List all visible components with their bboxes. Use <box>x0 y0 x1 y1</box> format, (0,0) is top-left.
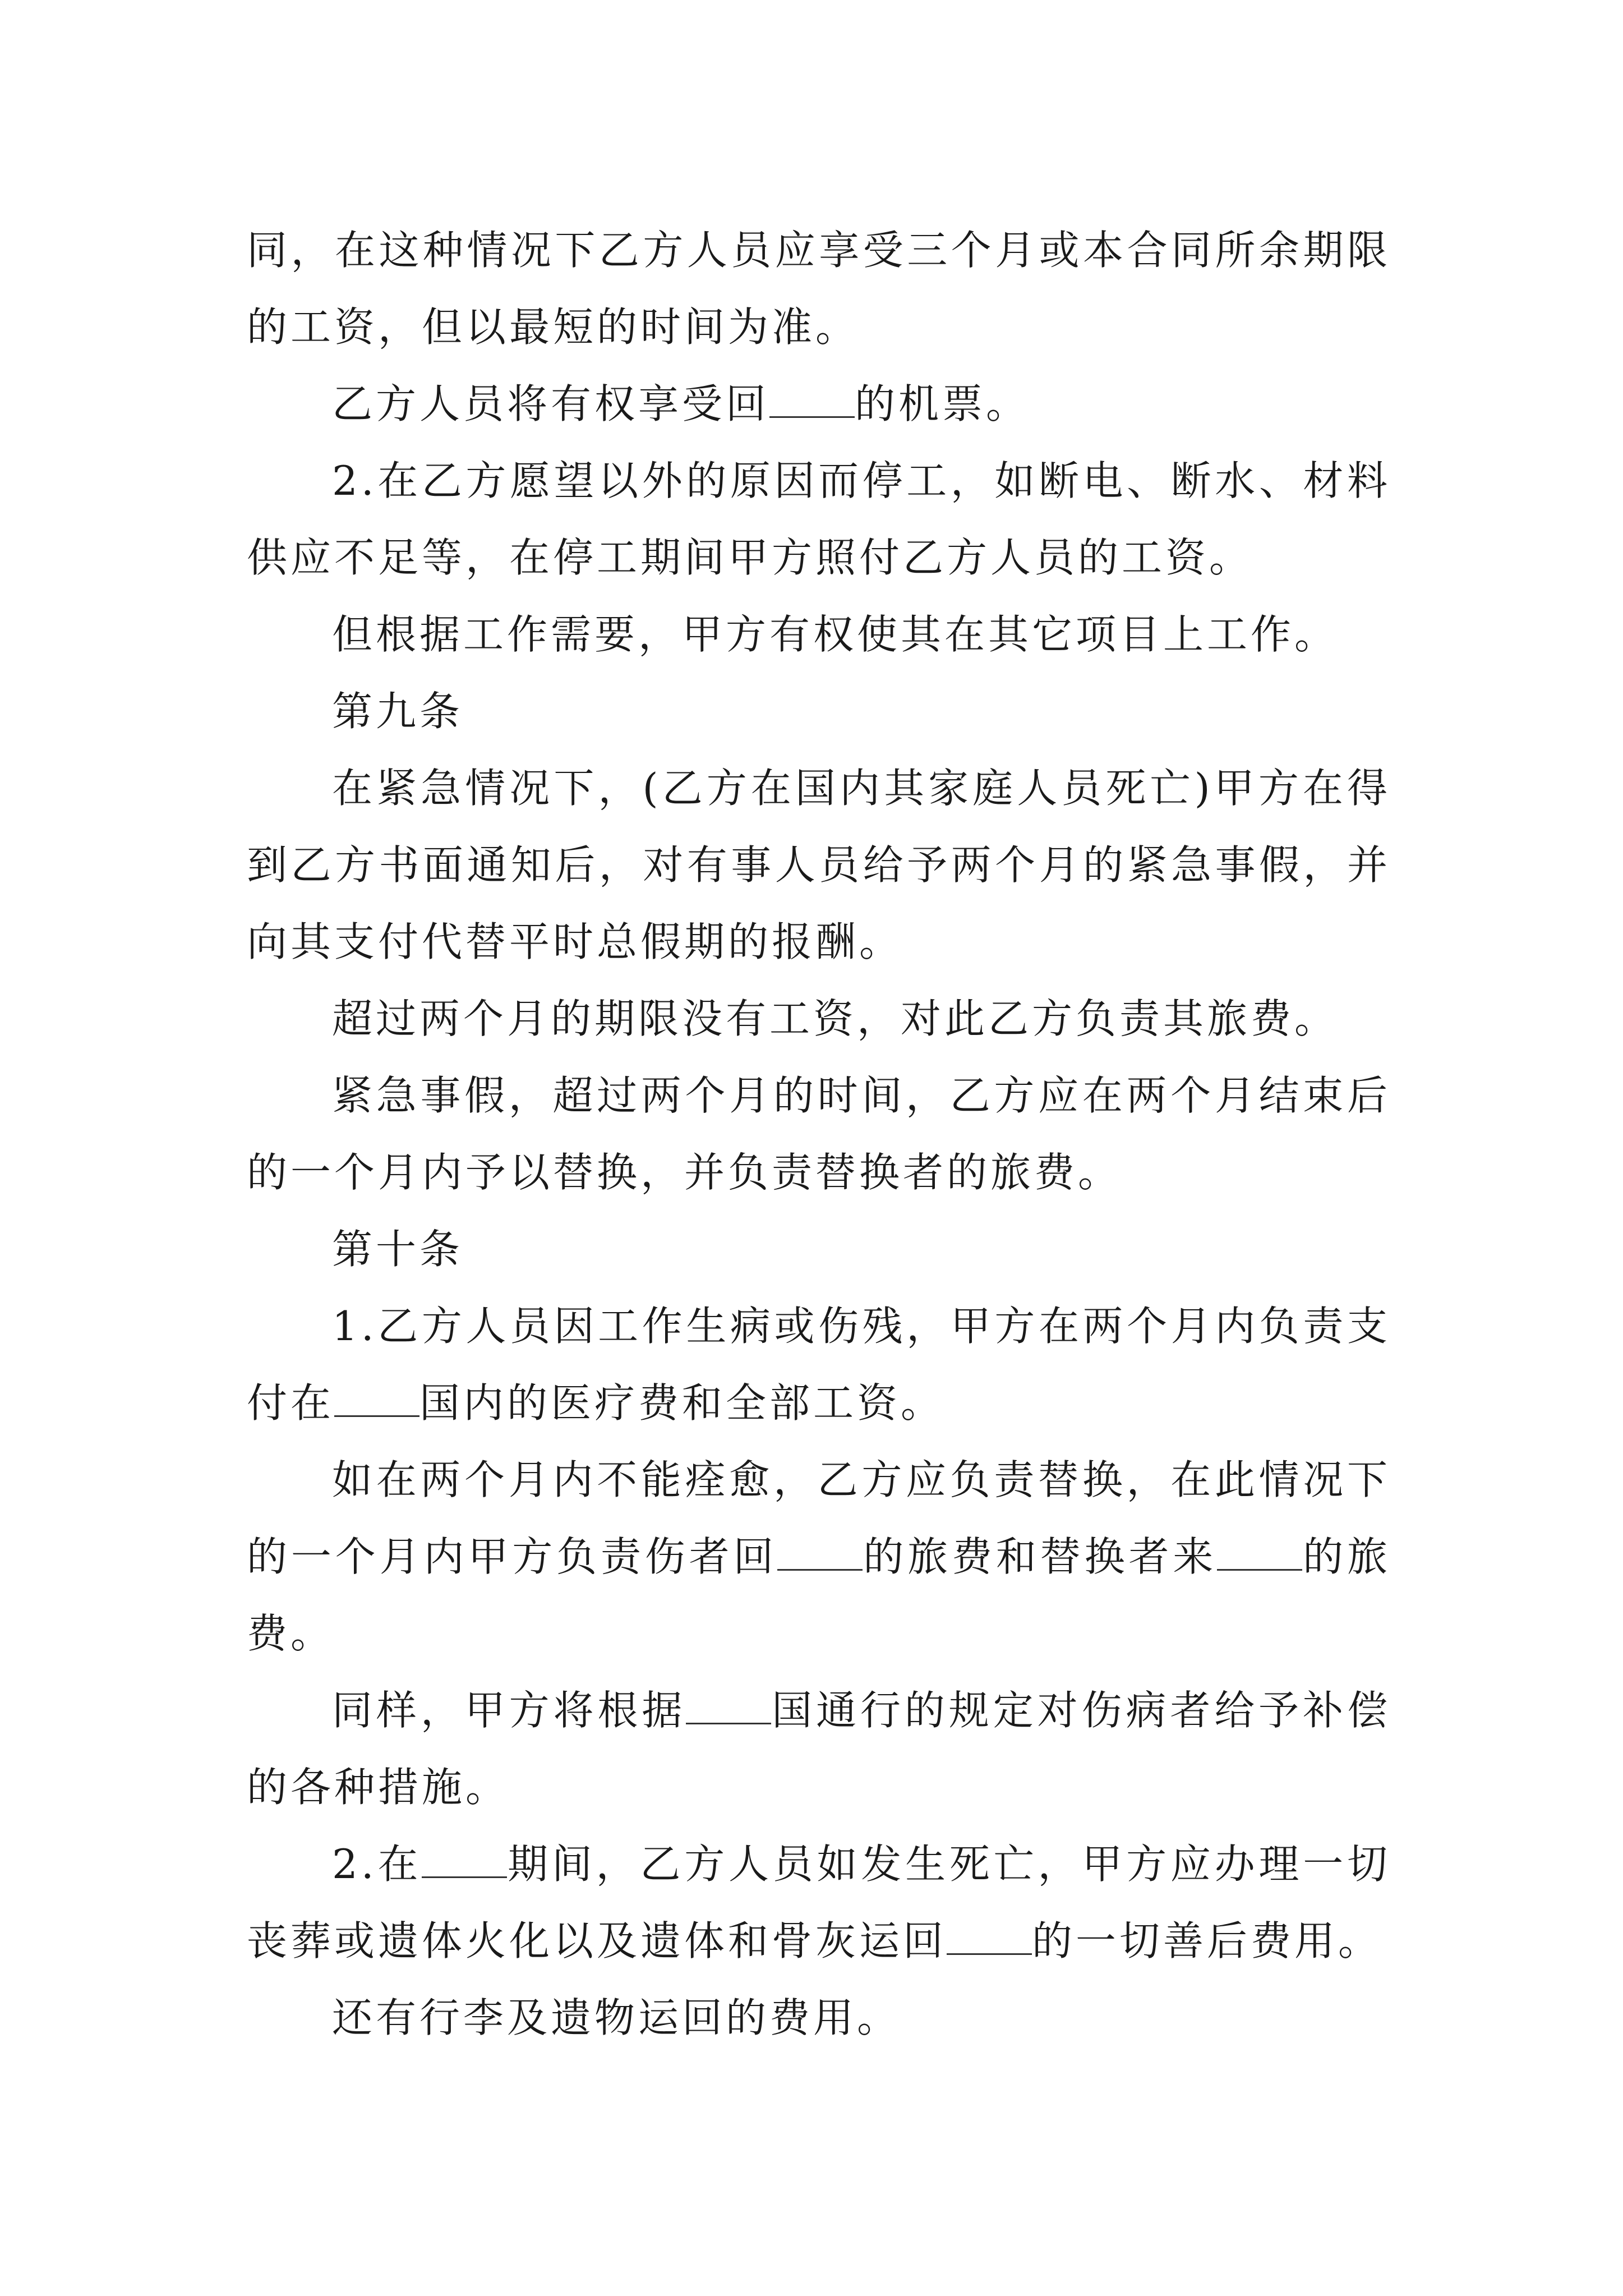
fill-blank <box>334 1382 419 1417</box>
paragraph-ticket: 乙方人员将有权享受回 的机票。 <box>332 380 1030 427</box>
paragraph-stoppage: 2.在乙方愿望以外的原因而停工，如断电、断水、材料供应不足等，在停工期间甲方照付乙方人员的工资。 <box>247 457 1391 581</box>
fill-blank <box>1217 1535 1302 1571</box>
paragraph-death: 2.在 期间，乙方人员如发生死亡，甲方应办理一切丧葬或遗体火化以及遗体和骨灰运回 的一切善后费用。 <box>247 1841 1391 1964</box>
fill-blank <box>769 383 855 418</box>
fill-blank <box>777 1535 863 1571</box>
fill-blank <box>947 1920 1032 1955</box>
paragraph-continuation: 同，在这种情况下乙方人员应享受三个月或本合同所余期限的工资，但以最短的时间为准。 <box>247 227 1391 351</box>
paragraph-not-recovered: 如在两个月内不能痊愈，乙方应负责替换，在此情况下的一个月内甲方负责伤者回 的旅费和替换者来 的旅费。 <box>247 1456 1391 1657</box>
article-heading-10: 第十条 <box>332 1226 464 1273</box>
paragraph-replacement: 紧急事假，超过两个月的时间，乙方应在两个月结束后的一个月内予以替换，并负责替换者的旅费。 <box>247 1072 1391 1196</box>
paragraph-no-salary: 超过两个月的期限没有工资，对此乙方负责其旅费。 <box>332 995 1339 1042</box>
paragraph-emergency: 在紧急情况下，(乙方在国内其家庭人员死亡)甲方在得到乙方书面通知后，对有事人员给予两个月的紧急事假，并向其支付代替平时总假期的报酬。 <box>247 765 1391 965</box>
fill-blank <box>686 1689 771 1724</box>
fill-blank <box>422 1843 507 1878</box>
document-body <box>247 212 1391 2056</box>
paragraph-reassignment: 但根据工作需要，甲方有权使其在其它项目上工作。 <box>332 611 1339 658</box>
paragraph-illness: 1.乙方人员因工作生病或伤残，甲方在两个月内负责支付在 国内的医疗费和全部工资。 <box>247 1303 1391 1427</box>
paragraph-luggage: 还有行李及遗物运回的费用。 <box>332 1994 901 2041</box>
article-heading-9: 第九条 <box>332 688 464 735</box>
paragraph-compensation: 同样，甲方将根据 国通行的规定对伤病者给予补偿的各种措施。 <box>247 1687 1391 1811</box>
